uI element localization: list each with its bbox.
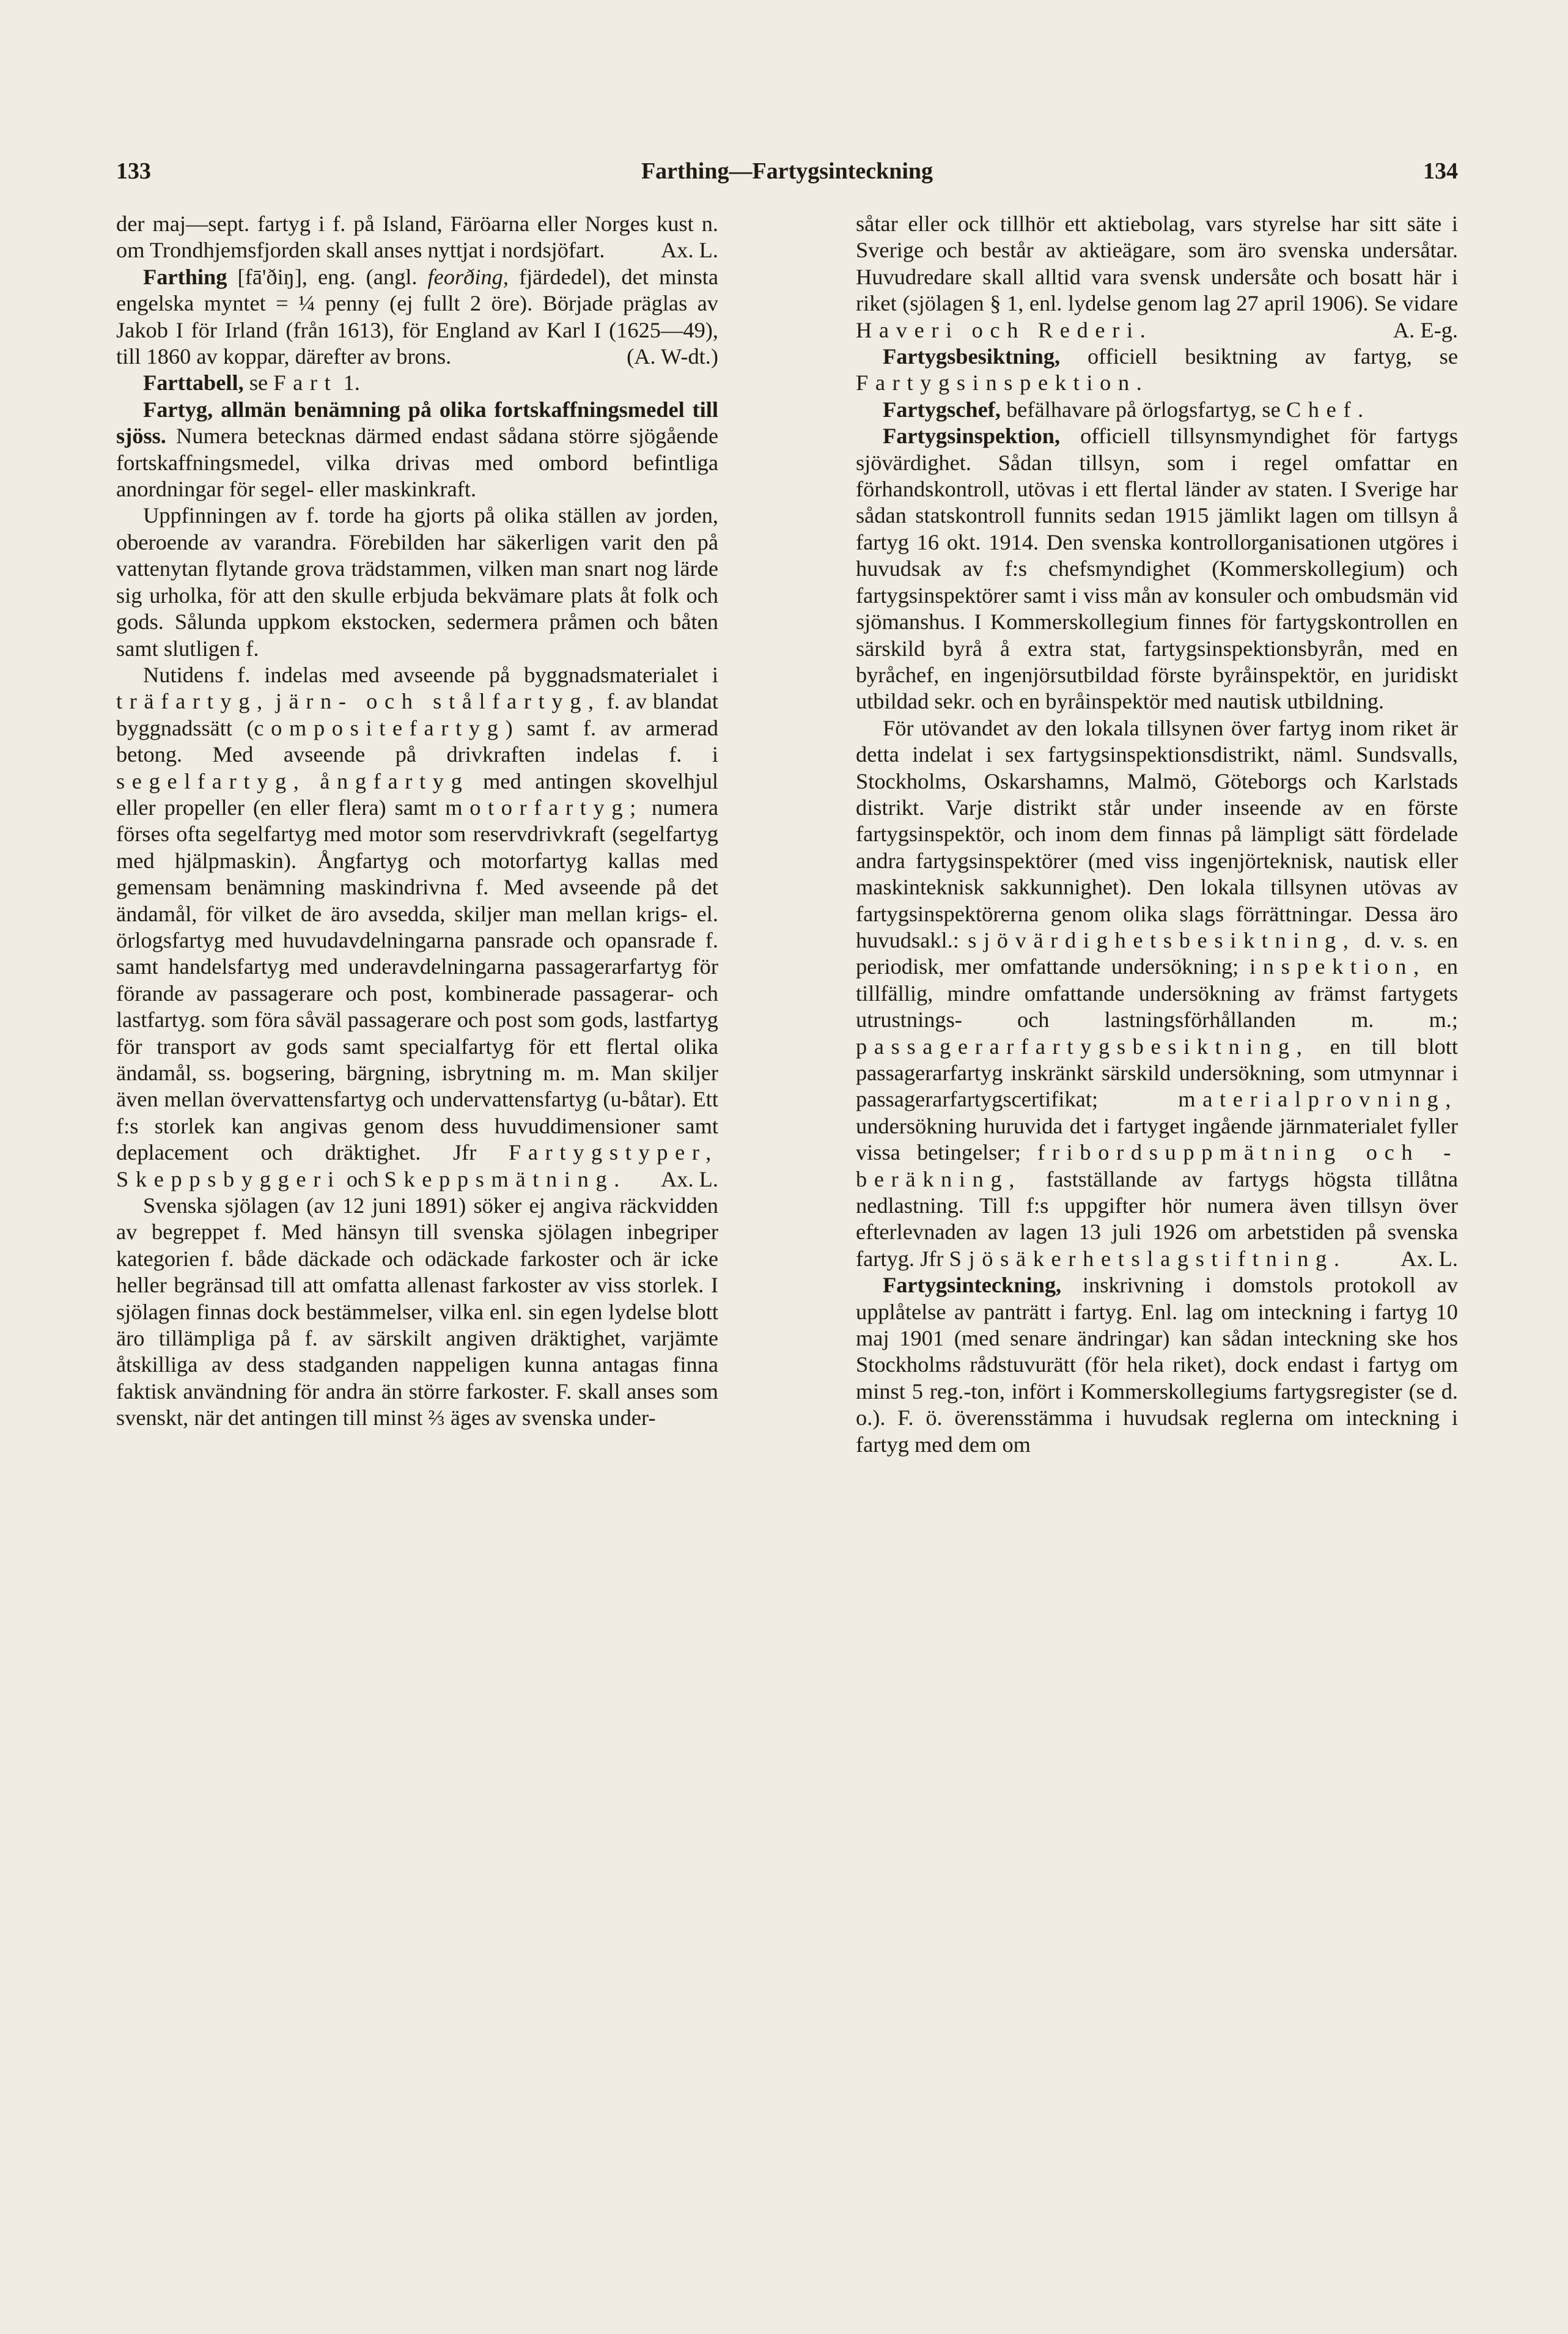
cross-reference: Chef.: [1286, 397, 1371, 422]
headword: Fartygsinteckning,: [883, 1273, 1062, 1298]
entry-fartygschef: Fartygschef, befälhavare på örlogsfartyg, se Chef.: [883, 397, 1371, 422]
page-number-right: 134: [1423, 158, 1458, 184]
entry-fartygsinspektion: Fartygsinspektion, officiell tillsynsmyndighet för fartygs sjövärdighet. Sådan tillsyn, som i regel omfattar en förhandskontroll, utövas i ett flertal länder av staten. I Sverige har sådan statskontroll funnits sedan 1915 jämlikt lagen om tillsyn å fartyg 16 okt. 1914. Den svenska kontrollorganisationen utgöres i huvudsak av f:s chefsmyndighet (Kommerskollegium) och fartygsinspektörer samt i viss mån av konsuler och ombudsmän vid sjömanshus. I Kommerskollegium finnes för fartygskontrollen en särskild byrå å extra stat, fartygsinspektionsbyrån, med en byråchef, en ingenjörsutbildad förste byråinspektör, en juridiskt utbildad sekr. och en byråinspektör med nautisk utbildning.: [856, 424, 1458, 714]
running-header: [116, 158, 1458, 194]
cross-reference: Fartygsinspektion.: [856, 370, 1149, 396]
paragraph-uppfinningen: Uppfinningen av f. torde ha gjorts på olika ställen av jorden, oberoende av varandra. Förebilden har säkerligen varit den på vattenytan flytande grova trädstammen, vilken man snart nog lärde sig urholka, för att den skulle erbjuda bekvämare plats åt folk och gods. Sålunda uppkom ekstocken, sedermera pråmen och båten samt slutligen f.: [116, 503, 718, 661]
cross-reference: Skeppsmätning.: [384, 1166, 627, 1191]
author-signature: (A. W-dt.): [627, 344, 718, 369]
headword: Fartygsinspektion,: [883, 424, 1061, 449]
paragraph-nutidens: Nutidens f. indelas med avseende på byggnadsmaterialet i träfartyg, järn- och stålfartyg, f. av blandat byggnadssätt (compositefartyg) samt f. av armerad betong. Med avseende på drivkraften indelas f. i segelfartyg, ångfartyg med antingen skovelhjul eller propeller (en eller flera) samt motorfartyg; numera förses ofta segelfartyg med motor som reservdrivkraft (segelfartyg med hjälpmaskin). Ångfartyg och motorfartyg kallas med gemensam benämning maskindrivna f. Med avseende på det ändamål, för vilket de äro avsedda, skiljer man mellan krigs- el. örlogsfartyg med huvudavdelningarna pansrade och opansrade f. samt handelsfartyg med underavdelningarna passagerarfartyg för förande av passagerare och post, kombinerade passagerar- och lastfartyg. som föra såväl passagerare och post som gods, lastfartyg för transport av gods samt specialfartyg för ett flertal olika ändamål, ss. bogsering, bärgning, isbrytning m. m. Man skiljer även mellan övervattensfartyg och undervattensfartyg (u-båtar). Ett f:s storlek kan angivas genom dess huvuddimensioner samt deplacement och dräktighet. Jfr Fartygstyper, Skeppsbyggeri och Skeppsmätning. Ax. L.: [116, 662, 718, 1193]
author-signature: A. E-g.: [1393, 317, 1458, 342]
paragraph-continuation: såtar eller ock tillhör ett aktiebolag, vars styrelse har sitt säte i Sverige och består av aktieägare, som äro svenska undersåtar. Huvudredare skall alltid vara svensk undersåte och bosatt här i riket (sjölagen § 1, enl. lydelse genom lag 27 april 1906). Se vidare Haveri och Rederi. A. E-g.: [856, 211, 1458, 344]
cross-reference: Fart: [273, 370, 338, 396]
author-signature: Ax. L.: [661, 1166, 718, 1191]
entry-fartygsinteckning: Fartygsinteckning, inskrivning i domstols protokoll av upplåtelse av panträtt i fartyg. Enl. lag om inteckning i fartyg 10 maj 1901 (med senare ändringar) kan sådan inteckning ske hos Stockholms rådstuvurätt (för hela riket), dock endast i fartyg om minst 5 reg.-ton, infört i Kommerskollegiums fartygsregister (se d. o.). F. ö. överensstämma i huvudsak reglerna om inteckning i fartyg med dem om: [856, 1273, 1458, 1457]
right-column: [856, 211, 1458, 2247]
entry-farttabell: Farttabell, se Fart 1.: [143, 370, 360, 396]
running-title: Farthing—Fartygsinteckning: [641, 158, 933, 184]
headword: Farttabell,: [143, 370, 244, 396]
headword: Farthing: [143, 264, 227, 289]
paragraph-continuation: der maj—sept. fartyg i f. på Island, Färöarna eller Norges kust n. om Trondhjemsfjorden skall anses nyttjat i nordsjöfart. Ax. L.: [116, 211, 718, 264]
author-signature: Ax. L.: [1401, 1246, 1458, 1271]
paragraph-lokala-tillsynen: För utövandet av den lokala tillsynen över fartyg inom riket är detta indelat i sex fartygsinspektionsdistrikt, näml. Sundsvalls, Stockholms, Oskarshamns, Malmö, Göteborgs och Karlstads distrikt. Varje distrikt står under inseende av en förste fartygsinspektör, och inom dem finnas på lämpligt sätt fördelade andra fartygsinspektörer (med viss ingenjörteknisk, nautisk eller maskinteknisk sakkunnighet). Den lokala tillsynen utövas av fartygsinspektörerna genom olika slags förrättningar. Dessa äro huvudsakl.: sjövärdighetsbesiktning, d. v. s. en periodisk, mer omfattande undersökning; inspektion, en tillfällig, mindre omfattande undersökning av främst fartygets utrustnings- och lastningsförhållanden m. m.; passagerarfartygsbesiktning, en till blott passagerarfartyg inskränkt särskild undersökning, som utmynnar i passagerarfartygscertifikat; materialprovning, undersökning huruvida det i fartyget ingående järnmaterialet fyller vissa betingelser; fribordsuppmätning och -beräkning, fastställande av fartygs högsta tillåtna nedlastning. Till f:s uppgifter hör numera även tillsyn över efterlevnaden av lagen 13 juli 1926 om arbetstiden på svenska fartyg. Jfr Sjösäkerhetslagstiftning. Ax. L.: [856, 715, 1458, 1273]
left-column: [116, 211, 718, 2247]
entry-fartyg: Fartyg, allmän benämning på olika fortskaffningsmedel till sjöss. Numera betecknas därmed endast sådana större sjögående fortskaffningsmedel, vilka drivas med ombord befintliga anordningar för segel- eller maskinkraft.: [116, 397, 718, 502]
entry-fartygsbesiktning: Fartygsbesiktning, officiell besiktning av fartyg, se Fartygsinspektion.: [856, 344, 1458, 396]
headword: Fartygsbesiktning,: [883, 344, 1061, 369]
headword: Fartyg,: [143, 397, 213, 422]
entry-farthing: Farthing [fā'ðiŋ], eng. (angl. feorðing, fjärdedel), det minsta engelska myntet = ¼ penny (ej fullt 2 öre). Började präglas av Jakob I för Irland (från 1613), för England av Karl I (1625—49), till 1860 av koppar, därefter av brons. (A. W-dt.): [116, 264, 718, 370]
author-signature: Ax. L.: [661, 238, 718, 263]
cross-reference: Fartygstyper,: [508, 1140, 718, 1165]
headword: Fartygschef,: [883, 397, 1001, 422]
page-number-left: 133: [116, 158, 151, 184]
cross-reference: Skeppsbyggeri: [116, 1166, 341, 1191]
cross-reference: Sjösäkerhetslagstiftning.: [949, 1246, 1347, 1271]
cross-reference: Haveri och Rederi.: [856, 317, 1153, 342]
paragraph-svenska-sjolagen: Svenska sjölagen (av 12 juni 1891) söker ej angiva räckvidden av begreppet f. Med hänsyn till svenska sjölagen inbegriper kategorien f. både däckade och odäckade farkoster och är icke heller begränsad till att omfatta allenast farkoster av viss storlek. I sjölagen finnas dock bestämmelser, vilka enl. sin egen lydelse blott äro tillämpliga på f. av särskilt angiven dräktighet, varjämte åtskilliga av dess stadganden nappeligen kunna antagas finna faktisk användning för andra än större farkoster. F. skall anses som svenskt, när det antingen till minst ⅔ äges av svenska under-: [116, 1193, 718, 1430]
